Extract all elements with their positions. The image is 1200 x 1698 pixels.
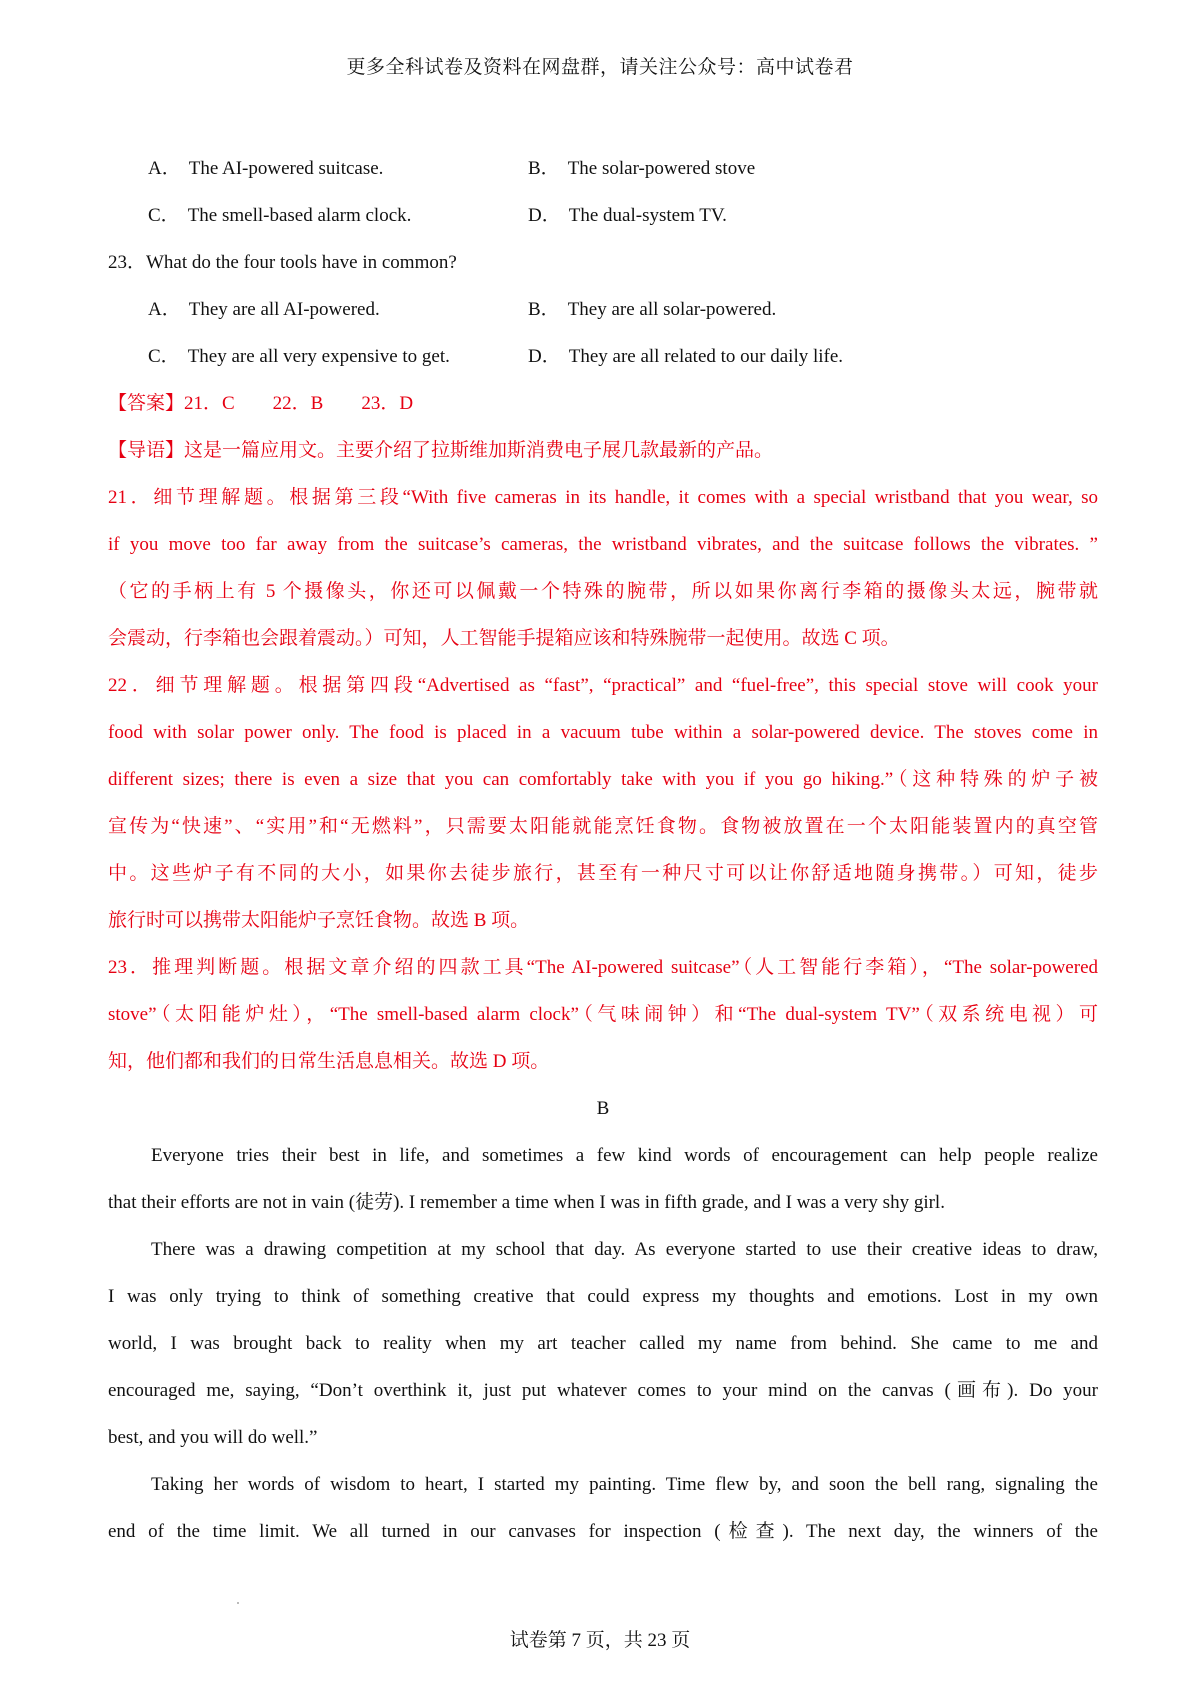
explanation-line: 旅行时可以携带太阳能炉子烹饪食物。故选 B 项。 — [108, 910, 530, 931]
page-content — [108, 145, 1098, 1555]
passage-paragraph-3 — [108, 1461, 1098, 1555]
q23-option-a: A． They are all AI-powered. — [148, 299, 380, 320]
q23-stem: 23．What do the four tools have in common? — [108, 252, 457, 273]
page-header: 更多全科试卷及资料在网盘群，请关注公众号：高中试卷君 — [346, 57, 854, 78]
passage-line: I was only trying to think of something creative that could express my thoughts and emotions. Lost in my own — [108, 1286, 1098, 1307]
page-footer: 试卷第 7 页，共 23 页 — [509, 1630, 691, 1651]
section-title: B — [596, 1098, 610, 1119]
passage-intro-note: 【导语】这是一篇应用文。主要介绍了拉斯维加斯消费电子展几款最新的产品。 — [108, 440, 774, 461]
passage-line: best, and you will do well.” — [108, 1427, 318, 1448]
explanation-line: 会震动，行李箱也会跟着震动。）可知，人工智能手提箱应该和特殊腕带一起使用。故选 C 项。 — [108, 628, 900, 649]
passage-line: Taking her words of wisdom to heart, I started my painting. Time flew by, and soon the bell rang, signaling the — [151, 1474, 1098, 1495]
passage-line: that their efforts are not in vain (徒劳). I remember a time when I was in fifth grade, and I was a very shy girl. — [108, 1192, 945, 1213]
passage-line: Everyone tries their best in life, and sometimes a few kind words of encouragement can help people realize — [151, 1145, 1098, 1166]
answer-key: 【答案】21．C 22．B 23．D — [108, 393, 414, 414]
passage-paragraph-2 — [108, 1226, 1098, 1461]
passage-line: There was a drawing competition at my school that day. As everyone started to use their creative ideas to draw, — [151, 1239, 1098, 1260]
passage-line: world, I was brought back to reality when my art teacher called my name from behind. She came to me and — [108, 1333, 1098, 1354]
q22-option-b: B． The solar-powered stove — [528, 158, 756, 179]
q22-options-row-1 — [108, 145, 1098, 192]
explanation-line: food with solar power only. The food is placed in a vacuum tube within a solar-powered device. The stoves come in — [108, 722, 1098, 743]
passage-line: encouraged me, saying, “Don’t overthink it, just put whatever comes to your mind on the canvas (画布). Do your — [108, 1380, 1098, 1401]
q23-option-d: D． They are all related to our daily life. — [528, 346, 844, 367]
q22-option-c: C． The smell-based alarm clock. — [148, 205, 412, 226]
q23-option-b: B． They are all solar-powered. — [528, 299, 777, 320]
explanation-22 — [108, 662, 1098, 944]
passage-line: end of the time limit. We all turned in our canvases for inspection (检查). The next day, the winners of the — [108, 1521, 1098, 1542]
explanation-line: if you move too far away from the suitcase’s cameras, the wristband vibrates, and the suitcase follows the vibrates. ” — [108, 534, 1098, 555]
q22-options-row-2 — [108, 192, 1098, 239]
passage-paragraph-1 — [108, 1132, 1098, 1226]
explanation-line: 21．细节理解题。根据第三段“With five cameras in its handle, it comes with a special wristband that you wear, so — [108, 487, 1098, 508]
explanation-23 — [108, 944, 1098, 1085]
q23-options-row-2 — [108, 333, 1098, 380]
explanation-line: 23．推理判断题。根据文章介绍的四款工具“The AI-powered suitcase”（人工智能行李箱），“The solar-powered — [108, 957, 1098, 978]
explanation-line: 中。这些炉子有不同的大小，如果你去徒步旅行，甚至有一种尺寸可以让你舒适地随身携带。）可知，徒步 — [108, 863, 1098, 884]
explanation-line: （它的手柄上有 5 个摄像头，你还可以佩戴一个特殊的腕带，所以如果你离行李箱的摄像头太远，腕带就 — [108, 581, 1098, 602]
explanation-line: stove”（太阳能炉灶），“The smell-based alarm clock”（气味闹钟）和“The dual-system TV”（双系统电视）可 — [108, 1004, 1098, 1025]
scan-speck — [237, 1602, 239, 1604]
q23-options-row-1 — [108, 286, 1098, 333]
explanation-line: 知，他们都和我们的日常生活息息相关。故选 D 项。 — [108, 1051, 550, 1072]
q23-option-c: C． They are all very expensive to get. — [148, 346, 450, 367]
explanation-21 — [108, 474, 1098, 662]
explanation-line: 22．细节理解题。根据第四段“Advertised as “fast”, “practical” and “fuel-free”, this special stove will cook your — [108, 675, 1098, 696]
explanation-line: 宣传为“快速”、“实用”和“无燃料”，只需要太阳能就能烹饪食物。食物被放置在一个太阳能装置内的真空管 — [108, 816, 1098, 837]
q22-option-d: D． The dual-system TV. — [528, 205, 727, 226]
q22-option-a: A． The AI-powered suitcase. — [148, 158, 384, 179]
explanation-line: different sizes; there is even a size that you can comfortably take with you if you go hiking.”（这种特殊的炉子被 — [108, 769, 1098, 790]
